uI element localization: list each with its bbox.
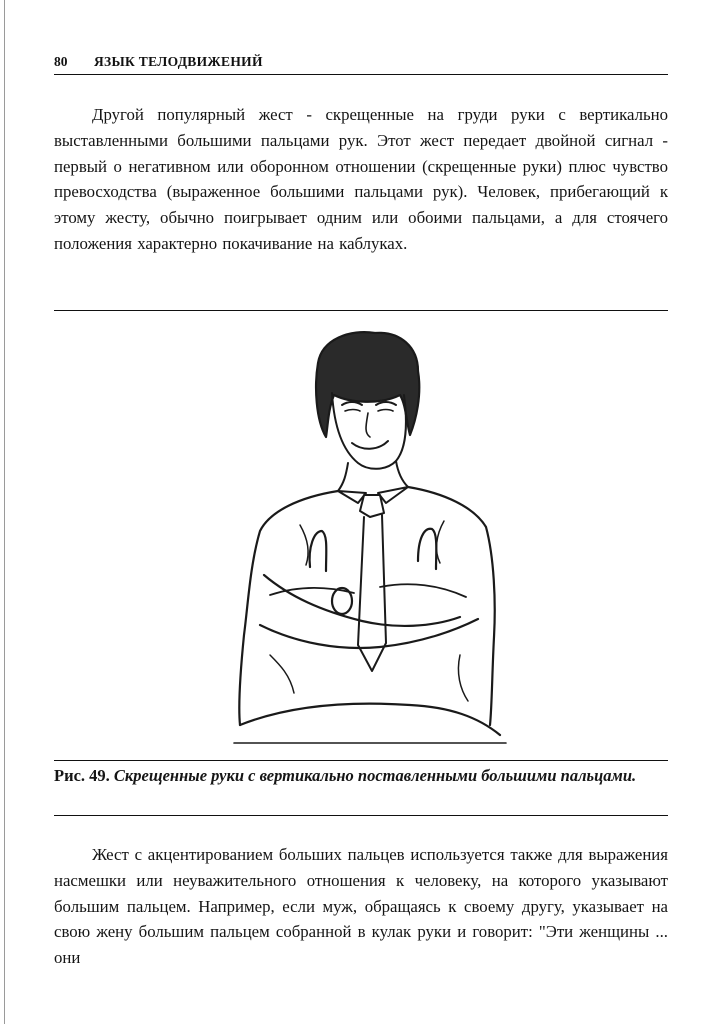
figure-caption-text: Скрещенные руки с вертикально поставленными большими пальцами.: [113, 766, 637, 785]
figure-label: Рис. 49.: [54, 766, 110, 785]
paragraph-1: Другой популярный жест - скрещенные на груди руки с вертикально выставленными большими пальцами рук. Этот жест передает двойной сигнал - первый о негативном или оборонном отношении (скрещенные руки) плюс чувство превосходства (выраженное большими пальцами рук). Человек, прибегающий к этому жесту, обычно поигрывает одним или обоими пальцами, а для стоячего положения характерно покачивание на каблуках.: [54, 105, 668, 253]
caption-bottom-rule: [54, 815, 668, 816]
page-edge: [4, 0, 5, 1024]
paragraph-2: Жест с акцентированием больших пальцев используется также для выражения насмешки или неуважительного отношения к человеку, на которого указывают большим пальцем. Например, если муж, обращаясь к своему другу, указывает на свою жену большим пальцем собранной в кулак руки и говорит: "Эти женщины ... они: [54, 845, 668, 968]
figure-caption: [54, 764, 668, 788]
man-crossed-arms-drawing: [230, 325, 510, 750]
figure-top-rule: [54, 310, 668, 311]
header-rule: [54, 74, 668, 75]
running-title: ЯЗЫК ТЕЛОДВИЖЕНИЙ: [94, 54, 263, 69]
caption-top-rule: [54, 760, 668, 761]
page-number: 80: [54, 54, 68, 69]
running-header: [54, 52, 668, 72]
figure-illustration: [230, 325, 510, 750]
